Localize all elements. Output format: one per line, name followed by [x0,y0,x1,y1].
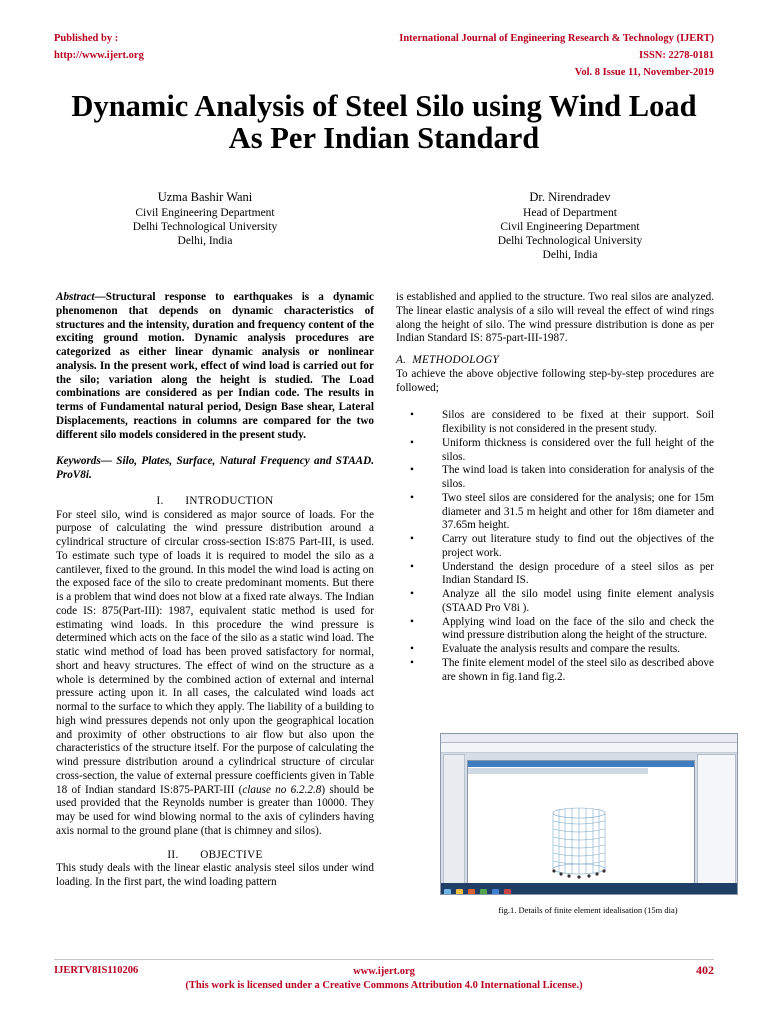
journal-name: International Journal of Engineering Research & Technology (IJERT) [399,33,714,44]
right-column [396,291,714,684]
keywords-text: Silo, Plates, Surface, Natural Frequency and STAAD. ProV8i. [56,455,374,481]
bullet-icon: • [410,656,414,669]
list-item: • Carry out literature study to find out the objectives of the project work. [410,533,714,559]
publisher-url: http://www.ijert.org [54,50,144,61]
author-block-1 [100,190,310,248]
author-name: Uzma Bashir Wani [157,190,253,204]
silo-cylinder-mesh [553,808,605,874]
list-item: • Two steel silos are considered for the analysis; one for 15m diameter and 31.5 m height and other for 18m diameter and 37.65m height. [410,491,714,532]
author-affiliation: Delhi, India [542,249,598,261]
abstract-text: —Structural response to earthquakes is a dynamic phenomenon that depends on dynamic characteristics of structures and the intensity, duration and frequency content of the exciting ground motion. Dynamic analysis procedures are categorized as either linear dynamic analysis or nonlinear analysis. In the present work, effect of wind load is carried out for the silo; variation along the height is studied. The Load combinations are considered as per Indian code. The results in terms of Fundamental natural period, Design Base shear, Lateral Displacements, reactions in columns are compared for the two different silo models considered in the present study. [56,291,374,441]
subsection-heading-methodology: A. METHODOLOGY [396,354,500,366]
author-affiliation: Delhi Technological University [132,221,278,233]
bullet-icon: • [410,409,414,422]
intro-clause: clause no 6.2.2.8 [242,783,322,796]
screenshot-titlebar [441,734,737,743]
section-heading-introduction: I. INTRODUCTION [156,494,274,507]
methodology-intro: To achieve the above objective following step-by-step procedures are followed; [396,367,714,394]
title-line-1: Dynamic Analysis of Steel Silo using Wind Load [71,89,697,123]
bullet-icon: • [410,560,414,573]
methodology-list [396,409,714,684]
list-item: • Silos are considered to be fixed at their support. Soil flexibility is not considered in the present study. [410,409,714,435]
author-affiliation: Head of Department [523,207,617,219]
introduction-paragraph [56,509,374,839]
list-item: • Understand the design procedure of a steel silos as per Indian Standard IS. [410,560,714,587]
screenshot-taskbar [441,883,737,894]
footer-center [0,965,768,993]
page-number: 402 [696,963,714,977]
journal-volume: Vol. 8 Issue 11, November-2019 [574,67,714,78]
list-item: • Analyze all the silo model using finite element analysis (STAAD Pro V8i ). [410,588,714,614]
silo-mesh-drawing [468,761,694,883]
author-affiliation: Delhi, India [177,235,233,247]
list-item: • Uniform thickness is considered over the full height of the silos. [410,436,714,463]
figure-staad-screenshot [440,733,738,895]
journal-header-right [399,30,714,81]
license-note: (This work is licensed under a Creative Commons Attribution 4.0 International License.) [185,980,583,991]
publisher-label: Published by : [54,33,119,44]
intro-text-a: For steel silo, wind is considered as major source of loads. For the purpose of calculating the wind pressure distribution around a cylindrical structure of circular cross-section IS:875 Part-III, is used. To estimate such type of loads it is required to model the silo as a cantilever, fixed to the ground. In this model the wind load is acting on the exposed face of the silo to create predominant moments. But there is a problem that wind does not blow at a fixed rate always. The Indian code IS: 875(Part-III): 1987, equivalent static method is used for estimating wind loads. In this procedure the wind pressure is determined which acts on the face of the silo as a static wind load. The static wind method of load has been proved satisfactory for normal, short and heavy structures. The effect of wind on the structure as a whole is determined by the combined action of external and internal pressure acting upon it. In all cases, the calculated wind loads act normal to the surface to which they apply. The liability of a building to high wind pressures depends not only upon the geographical location and proximity of other obstructions to air flow but also upon the characteristics of the structure itself. For the purpose of calculating the wind pressure distribution around a cylindrical structure of circular cross-section, the value of external pressure coefficients given in Table 18 of Indian standard IS:875-PART-III ( [56,508,374,796]
left-column [56,291,374,890]
bullet-icon: • [410,643,414,655]
bullet-icon: • [410,464,414,477]
author-block-2 [460,190,680,262]
screenshot-toolbar [441,743,737,753]
paper-title [40,90,728,154]
author-affiliation: Delhi Technological University [497,235,643,247]
footer-url[interactable]: www.ijert.org [353,966,415,977]
title-line-2: As Per Indian Standard [228,121,540,155]
author-name: Dr. Nirendradev [529,190,611,204]
bullet-icon: • [410,533,414,545]
section-heading-objective: II. OBJECTIVE [167,848,263,861]
keywords [56,455,374,483]
screenshot-property-panel [697,754,736,884]
keywords-label: Keywords— [56,455,112,468]
author-affiliation: Civil Engineering Department [500,221,640,233]
journal-header-left [54,30,144,64]
list-item: • Evaluate the analysis results and compare the results. [410,643,680,655]
objective-paragraph: This study deals with the linear elastic analysis steel silos under wind loading. In the first part, the wind loading pattern [56,862,374,888]
abstract [56,291,374,442]
screenshot-sidebar [443,754,465,884]
abstract-label: Abstract [56,291,95,303]
list-item: • The finite element model of the steel silo as described above are shown in fig.1and fig.2. [410,656,714,683]
figure-caption: fig.1. Details of finite element idealisation (15m dia) [498,905,678,915]
paper-id: IJERTV8IS110206 [54,965,139,976]
bullet-icon: • [410,615,414,628]
bullet-icon: • [410,588,414,600]
bullet-icon: • [410,436,414,449]
bullet-icon: • [410,491,414,504]
list-item: • Applying wind load on the face of the silo and check the wind pressure distribution along the height of the structure. [410,615,714,642]
screenshot-viewport [467,760,695,884]
footer-divider [54,959,714,960]
journal-issn: ISSN: 2278-0181 [639,50,714,61]
author-affiliation: Civil Engineering Department [135,207,275,219]
objective-continued: is established and applied to the structure. Two real silos are analyzed. The linear elastic analysis of a silo will reveal the effect of wind rings along the height of silo. The wind pressure distribution is done as per Indian Standard IS: 875-part-III-1987. [396,291,714,345]
list-item: • The wind load is taken into consideration for analysis of the silos. [410,464,714,490]
intro-text-b: ) should be used provided that the Reynolds number is greater than 10000. They may be used for wind blowing normal to the axis of cylinders having axis normal to the ground plane (that is chimney and silos). [56,783,375,837]
